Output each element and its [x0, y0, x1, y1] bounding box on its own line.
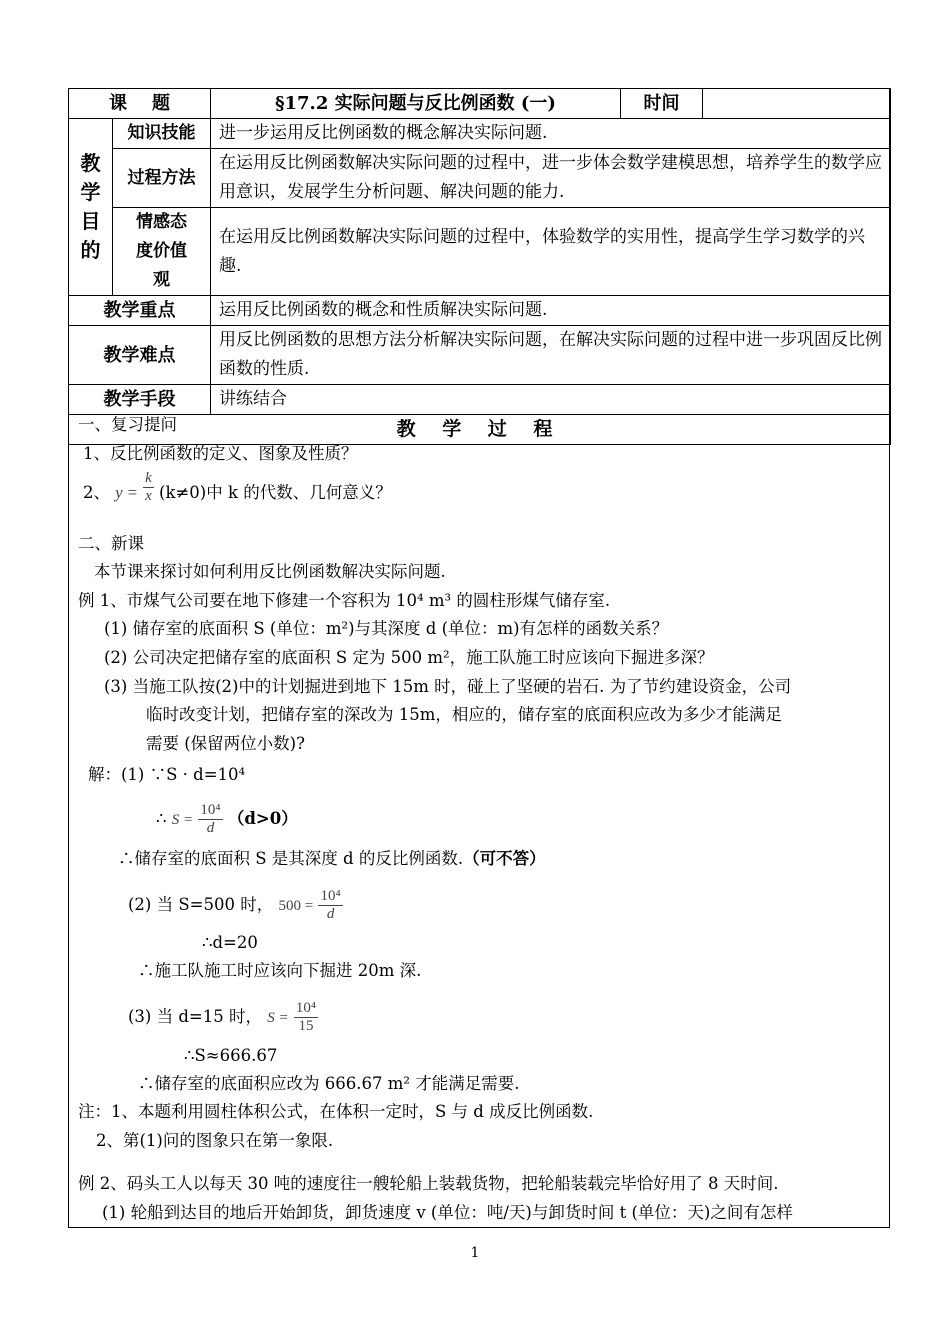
solution-line-7: (3) 当 d=15 时， S = $\frac{\text{10⁴}}{15}$ [128, 1000, 317, 1034]
example-2-question-1: (1) 轮船到达目的地后开始卸货，卸货速度 v (单位：吨/天)与卸货时间 t (单位：天)之间有怎样 [102, 1203, 793, 1222]
process-title: 教 学 过 程 [69, 415, 891, 445]
objective-text-knowledge: 进一步运用反比例函数的概念解决实际问题. [211, 119, 891, 149]
topic-value: §17.2 实际问题与反比例函数 (一) [211, 89, 621, 119]
key-point-label: 教学重点 [69, 296, 211, 326]
means-label: 教学手段 [69, 385, 211, 415]
example-1-question-3-cont: 临时改变计划，把储存室的深改为 15m，相应的，储存室的底面积应改为多少才能满足 [146, 705, 782, 724]
means-text: 讲练结合 [211, 385, 891, 415]
note-2: 2、第(1)问的图象只在第一象限. [96, 1131, 334, 1150]
difficulty-label: 教学难点 [69, 326, 211, 385]
solution-line-2: ∴ S = $\frac{\text{10⁴}}{d}$ （d>0） [156, 802, 298, 836]
objective-label-knowledge: 知识技能 [113, 119, 211, 149]
objective-text-attitude: 在运用反比例函数解决实际问题的过程中，体验数学的实用性，提高学生学习数学的兴趣. [211, 208, 891, 296]
note-1: 注：1、本题利用圆柱体积公式，在体积一定时，S 与 d 成反比例函数. [78, 1102, 594, 1121]
page-number: 1 [470, 1245, 480, 1261]
key-point-text: 运用反比例函数的概念和性质解决实际问题. [211, 296, 891, 326]
example-1-question-3-end: 需要 (保留两位小数)? [146, 734, 305, 753]
example-1-question-3: (3) 当施工队按(2)中的计划掘进到地下 15m 时，碰上了坚硬的岩石. 为了节约建设资金，公司 [104, 677, 792, 696]
review-question-1: 1、反比例函数的定义、图象及性质？ [83, 444, 358, 463]
objective-label-attitude: 情感态度价值观 [113, 208, 211, 296]
intro-text: 本节课来探讨如何利用反比例函数解决实际问题. [94, 562, 446, 581]
objective-text-process: 在运用反比例函数解决实际问题的过程中，进一步体会数学建模思想，培养学生的数学应用意识，发展学生分析问题、解决问题的能力. [211, 149, 891, 208]
solution-line-6: ∴施工队施工时应该向下掘进 20m 深. [138, 961, 422, 980]
topic-label: 课 题 [69, 89, 211, 119]
example-2: 例 2、码头工人以每天 30 吨的速度往一艘轮船上装载货物，把轮船装载完毕恰好用了 8 天时间. [78, 1174, 779, 1193]
new-lesson-heading: 二、新课 [78, 534, 144, 553]
time-label: 时间 [621, 89, 703, 119]
review-question-2: 2、 y = $\frac{k}{x}$ (k≠0)中 k 的代数、几何意义？ [83, 470, 392, 504]
difficulty-text: 用反比例函数的思想方法分析解决实际问题，在解决实际问题的过程中进一步巩固反比例函数的性质. [211, 326, 891, 385]
solution-line-3: ∴储存室的底面积 S 是其深度 d 的反比例函数.（可不答） [118, 849, 546, 868]
solution-line-1: 解：(1) ∵S · d=10⁴ [88, 765, 246, 784]
solution-line-5: ∴d=20 [202, 933, 258, 952]
example-1-question-2: (2) 公司决定把储存室的底面积 S 定为 500 m²，施工队施工时应该向下掘进多深？ [104, 648, 714, 667]
example-1: 例 1、市煤气公司要在地下修建一个容积为 10⁴ m³ 的圆柱形煤气储存室. [78, 591, 611, 610]
solution-line-8: ∴S≈666.67 [184, 1046, 278, 1065]
objective-label-process: 过程方法 [113, 149, 211, 208]
solution-line-9: ∴储存室的底面积应改为 666.67 m² 才能满足需要. [138, 1074, 520, 1093]
review-heading: 一、复习提问 [78, 415, 177, 434]
solution-line-4: (2) 当 S=500 时， 500 = $\frac{\text{10⁴}}{d}$ [128, 888, 341, 922]
objectives-label: 教 学 目 的 [69, 119, 113, 296]
example-1-question-1: (1) 储存室的底面积 S (单位：m²)与其深度 d (单位：m)有怎样的函数关系？ [104, 619, 669, 638]
